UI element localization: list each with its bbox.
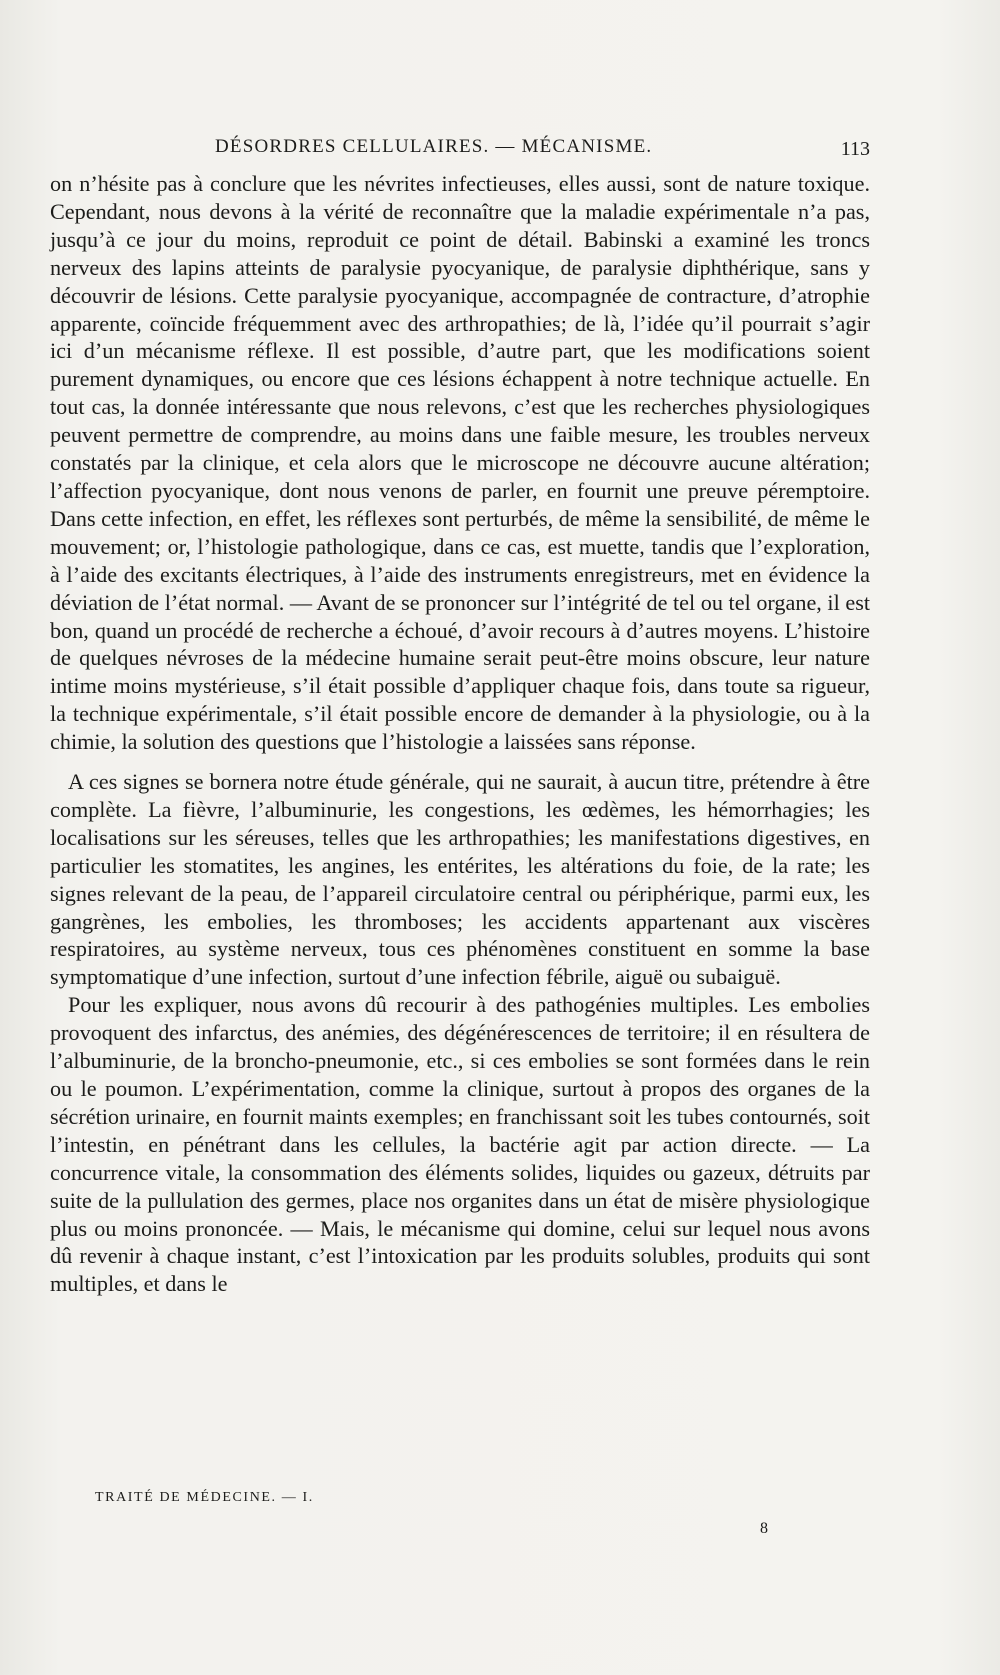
paragraph-continuation: on n’hésite pas à conclure que les névrites infectieuses, elles aussi, sont de nature toxique. Cependant, nous devons à la vérité de reconnaître que la maladie expérimentale n’a pas, jusqu’à ce jour du moins, reproduit ce point de détail. Babinski a examiné les troncs nerveux des lapins atteints de paralysie pyocyanique, de paralysie diphthérique, sans y découvrir de lésions. Cette paralysie pyocyanique, accompagnée de contracture, d’atrophie apparente, coïncide fréquemment avec des arthropathies; de là, l’idée qu’il pourrait s’agir ici d’un mécanisme réflexe. Il est possible, d’autre part, que les modifications soient purement dynamiques, ou encore que ces lésions échappent à notre technique actuelle. En tout cas, la donnée intéressante que nous relevons, c’est que les recherches physiologiques peuvent permettre de comprendre, au moins dans une faible mesure, les troubles nerveux constatés par la clinique, et cela alors que le microscope ne découvre aucune altération; l’affection pyocyanique, dont nous venons de parler, en fournit une preuve péremptoire. Dans cette infection, en effet, les réflexes sont perturbés, de même la sensibilité, de même le mouvement; or, l’histologie pathologique, dans ce cas, est muette, tandis que l’exploration, à l’aide des excitants électriques, à l’aide des instruments enregistreurs, met en évidence la déviation de l’état normal. — Avant de se prononcer sur l’intégrité de tel ou tel organe, il est bon, quand un procédé de recherche a échoué, d’avoir recours à d’autres moyens. L’histoire de quelques névroses de la médecine humaine serait peut-être moins obscure, leur nature intime moins mystérieuse, s’il était possible d’appliquer chaque fois, dans toute sa rigueur, la technique expérimentale, s’il était possible encore de demander à la physiologie, ou à la chimie, la solution des questions que l’histologie a laissées sans réponse.	[50, 171, 870, 755]
footer-book-title: TRAITÉ DE MÉDECINE. — I.	[95, 1490, 314, 1505]
paragraph-signs-summary: A ces signes se bornera notre étude générale, qui ne saurait, à aucun titre, prétendre à être complète. La fièvre, l’albuminurie, les congestions, les œdèmes, les hémorrhagies; les localisations sur les séreuses, telles que les arthropathies; les manifestations digestives, en particulier les stomatites, les angines, les entérites, les altérations du foie, de la rate; les signes relevant de la peau, de l’appareil circulatoire central ou périphérique, parmi eux, les gangrènes, les embolies, les thromboses; les accidents appartenant aux viscères respiratoires, au système nerveux, tous ces phénomènes constituent en somme la base symptomatique d’une infection, surtout d’une infection fébrile, aiguë ou subaiguë.	[50, 769, 870, 990]
page-number: 113	[840, 138, 870, 160]
body-text	[50, 170, 870, 1298]
paragraph-pathogenies: Pour les expliquer, nous avons dû recourir à des pathogénies multiples. Les embolies provoquent des infarctus, des anémies, des dégénérescences de territoire; il en résultera de l’albuminurie, de la broncho-pneumonie, etc., si ces embolies se sont formées dans le rein ou le poumon. L’expérimentation, comme la clinique, surtout à propos des organes de la sécrétion urinaire, en fournit maints exemples; en franchissant soit les tubes contournés, soit l’intestin, en pénétrant dans les cellules, la bactérie agit par action directe. — La concurrence vitale, la consommation des éléments solides, liquides ou gazeux, détruits par suite de la pullulation des germes, place nos organites dans un état de misère physiologique plus ou moins prononcée. — Mais, le mécanisme qui domine, celui sur lequel nous avons dû revenir à chaque instant, c’est l’intoxication par les produits solubles, produits qui sont multiples, et dans le	[50, 992, 870, 1297]
running-head	[60, 136, 870, 166]
footer-signature-mark: 8	[760, 1520, 768, 1537]
running-title: DÉSORDRES CELLULAIRES. — MÉCANISME.	[215, 136, 653, 157]
